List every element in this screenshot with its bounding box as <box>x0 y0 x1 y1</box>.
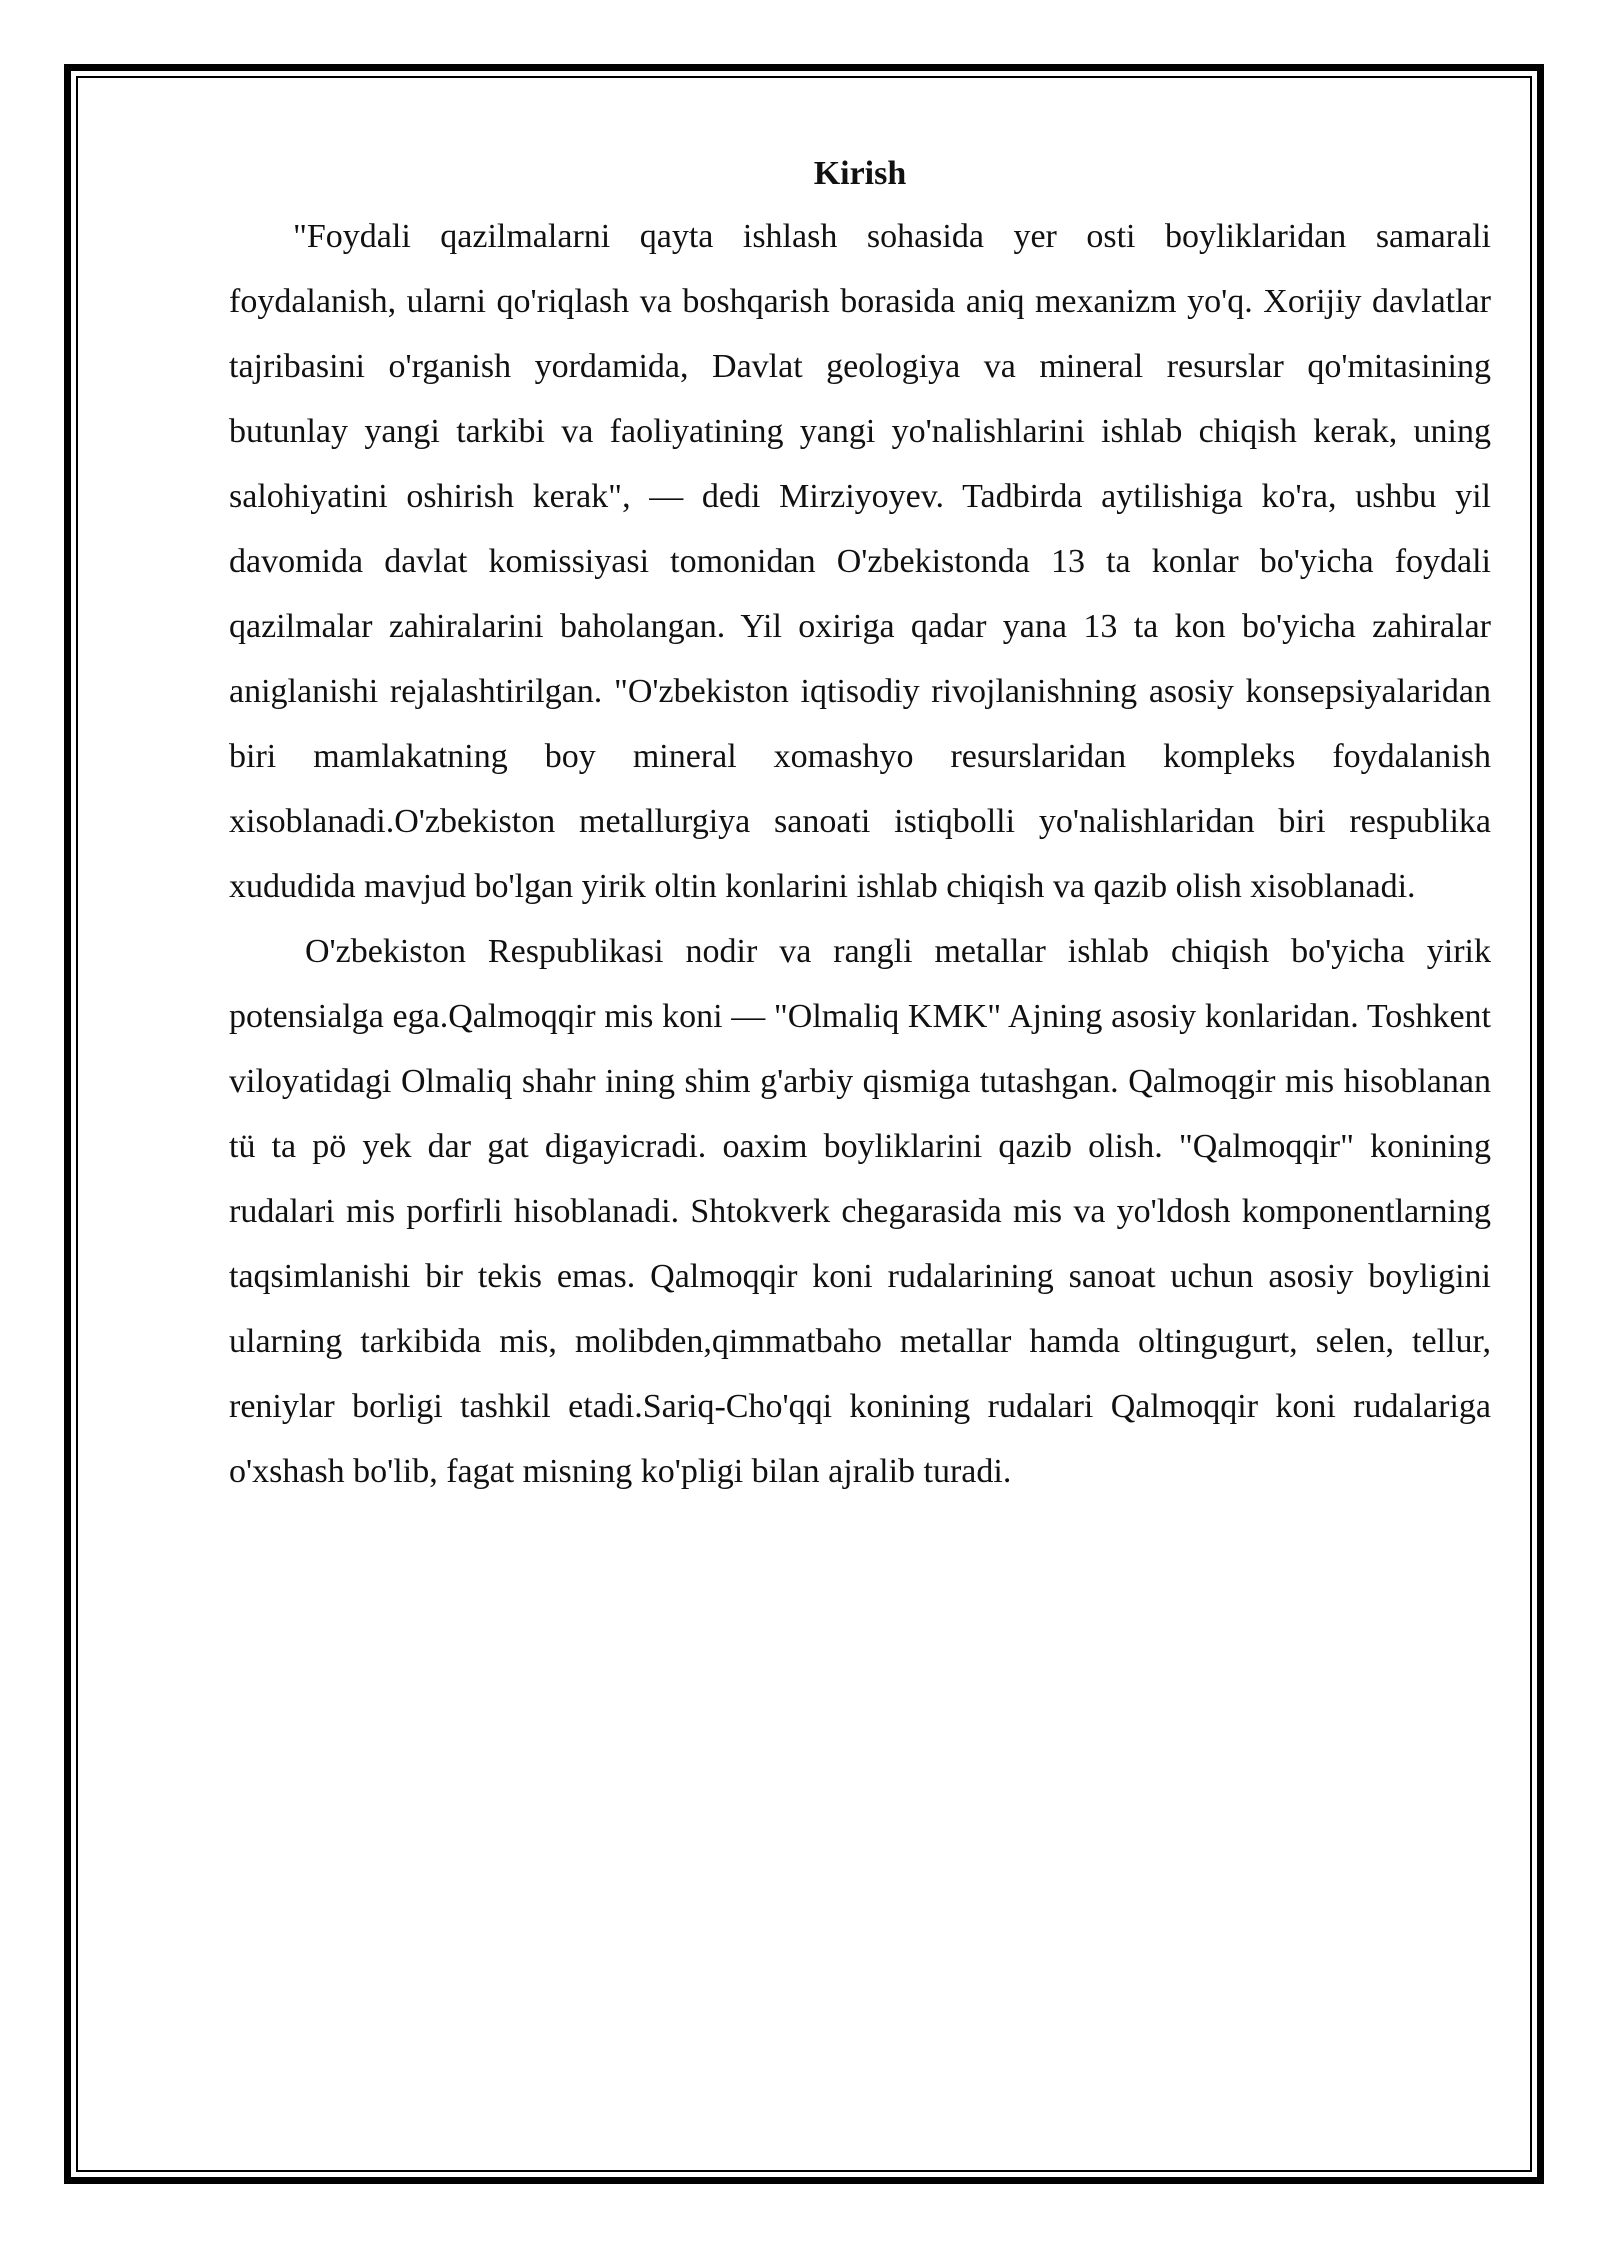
document-title: Kirish <box>813 155 907 192</box>
paragraph-2: O'zbekiston Respublikasi nodir va rangli metallar ishlab chiqish bo'yicha yirik potensialga ega.Qalmoqqir mis koni — "Olmaliq KMK" Ajning asosiy konlaridan. Toshkent viloyatidagi Olmaliq shahr ining shim g'arbiy qismiga tutashgan. Qalmoqgir mis hisoblanan tü ta pö yek dar gat digayicradi. oaxim boyliklarini qazib olish. "Qalmoqqir" konining rudalari mis porfirli hisoblanadi. Shtokverk chegarasida mis va yo'ldosh komponentlarning taqsimlanishi bir tekis emas. Qalmoqqir koni rudalarining sanoat uchun asosiy boyligini ularning tarkibida mis, molibden,qimmatbaho metallar hamda oltingugurt, selen, tellur, reniylar borligi tashkil etadi.Sariq-Cho'qqi konining rudalari Qalmoqqir koni rudalariga o'xshash bo'lib, fagat misning ko'pligi bilan ajralib turadi. <box>229 933 1491 1490</box>
document-body <box>229 144 1491 1504</box>
paragraph-1: "Foydali qazilmalarni qayta ishlash sohasida yer osti boyliklaridan samarali foydalanish, ularni qo'riqlash va boshqarish borasida aniq mexanizm yo'q. Xorijiy davlatlar tajribasini o'rganish yordamida, Davlat geologiya va mineral resurslar qo'mitasining butunlay yangi tarkibi va faoliyatining yangi yo'nalishlarini ishlab chiqish kerak, uning salohiyatini oshirish kerak", — dedi Mirziyoyev. Tadbirda aytilishiga ko'ra, ushbu yil davomida davlat komissiyasi tomonidan O'zbekistonda 13 ta konlar bo'yicha foydali qazilmalar zahiralarini baholangan. Yil oxiriga qadar yana 13 ta kon bo'yicha zahiralar aniglanishi rejalashtirilgan. "O'zbekiston iqtisodiy rivojlanishning asosiy konsepsiyalaridan biri mamlakatning boy mineral xomashyo resurslaridan kompleks foydalanish xisoblanadi.O'zbekiston metallurgiya sanoati istiqbolli yo'nalishlaridan biri respublika xududida mavjud bo'lgan yirik oltin konlarini ishlab chiqish va qazib olish xisoblanadi. <box>229 218 1491 905</box>
